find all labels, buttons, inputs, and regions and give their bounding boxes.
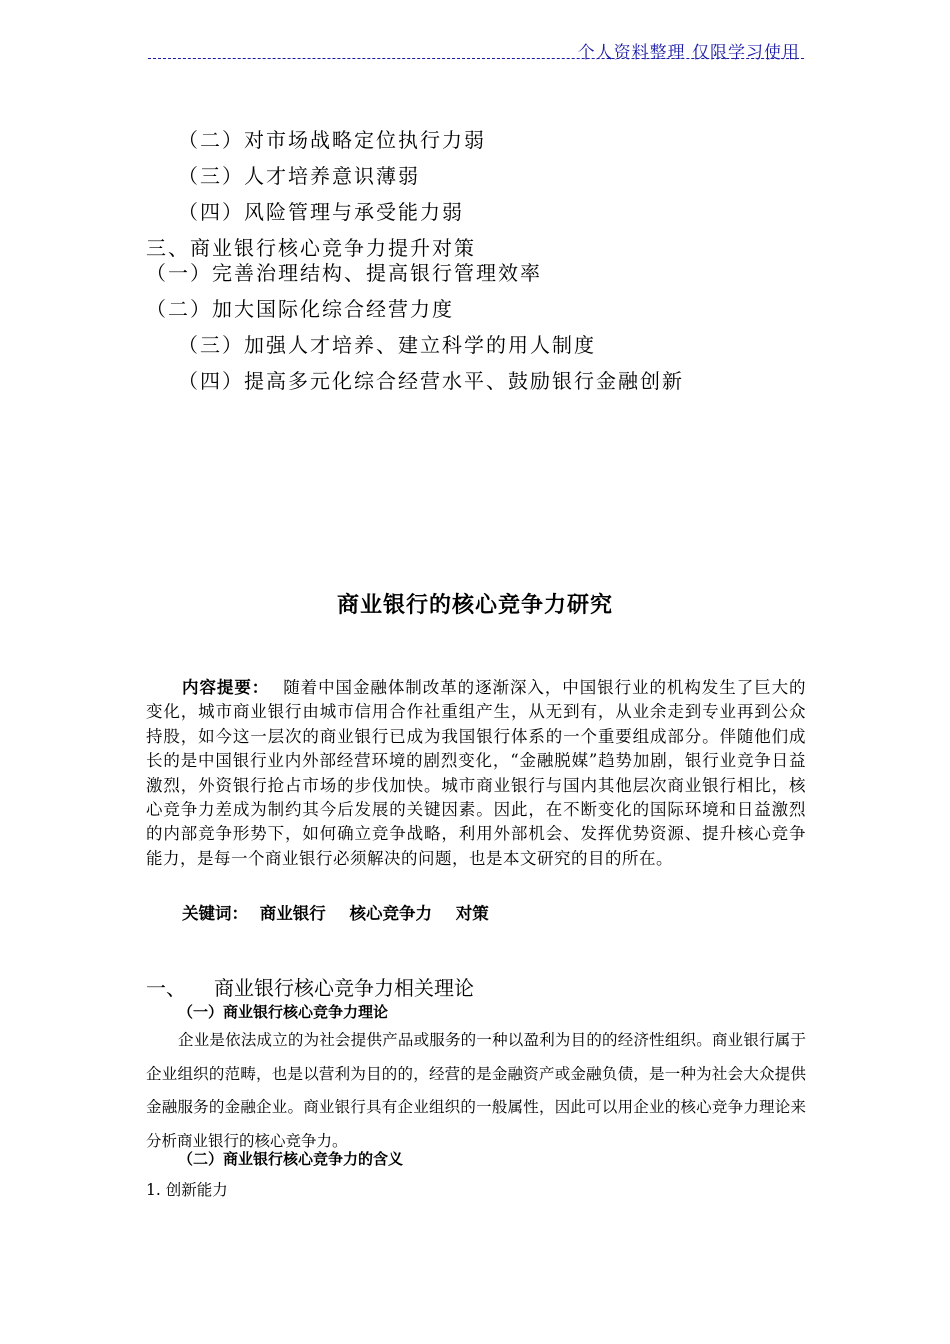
section-heading	[146, 972, 474, 1001]
document-title: 商业银行的核心竞争力研究	[336, 593, 613, 618]
body-paragraph: 企业是依法成立的为社会提供产品或服务的一种以盈利为目的的经济性组织。商业银行属于企业组织的范畴，也是以营利为目的的，经营的是金融资产或金融负债，是一种为社会大众提供金融服务的金融企业。商业银行具有企业组织的一般属性，因此可以用企业的核心竞争力理论来分析商业银行的核心竞争力。	[146, 1031, 806, 1150]
toc-item: （四）提高多元化综合经营水平、鼓励银行金融创新	[178, 369, 684, 393]
keyword: 对策	[455, 904, 489, 923]
toc-heading: 三、商业银行核心竞争力提升对策	[146, 236, 476, 260]
keywords	[182, 900, 507, 924]
subsection-heading: （二）商业银行核心竞争力的含义	[178, 1150, 404, 1168]
header-text: 个人资料整理 仅限学习使用	[577, 43, 800, 63]
keyword: 商业银行	[259, 904, 326, 923]
toc-item: （三）人才培养意识薄弱	[178, 164, 420, 188]
toc-item: （三）加强人才培养、建立科学的用人制度	[178, 333, 596, 357]
section-number: 一、	[146, 976, 186, 1000]
page-header	[148, 38, 804, 63]
abstract-label: 内容提要：	[182, 678, 270, 697]
abstract-text: 随着中国金融体制改革的逐渐深入，中国银行业的机构发生了巨大的变化，城市商业银行由城市信用合作社重组产生，从无到有，从业余走到专业再到公众持股，如今这一层次的商业银行已成为我国银行体系的一个重要组成部分。伴随他们成长的是中国银行业内外部经营环境的剧烈变化，“金融脱媒”趋势加剧，银行业竞争日益激烈，外资银行抢占市场的步伐加快。城市商业银行与国内其他层次商业银行相比，核心竞争力差成为制约其今后发展的关键因素。因此，在不断变化的国际环境和日益激烈的内部竞争形势下，如何确立竞争战略，利用外部机会、发挥优势资源、提升核心竞争能力，是每一个商业银行必须解决的问题，也是本文研究的目的所在。	[146, 678, 807, 868]
keywords-label: 关键词：	[182, 904, 248, 923]
toc-item: （二）加大国际化综合经营力度	[146, 297, 454, 321]
toc-item: （一）完善治理结构、提高银行管理效率	[146, 261, 542, 285]
toc-item: （二）对市场战略定位执行力弱	[178, 128, 486, 152]
abstract	[146, 676, 806, 871]
toc-item: （四）风险管理与承受能力弱	[178, 200, 464, 224]
section-title: 商业银行核心竞争力相关理论	[214, 976, 474, 1000]
keyword: 核心竞争力	[349, 904, 432, 923]
list-item: 1. 创新能力	[146, 1181, 228, 1199]
subsection-heading: （一）商业银行核心竞争力理论	[178, 1003, 389, 1021]
